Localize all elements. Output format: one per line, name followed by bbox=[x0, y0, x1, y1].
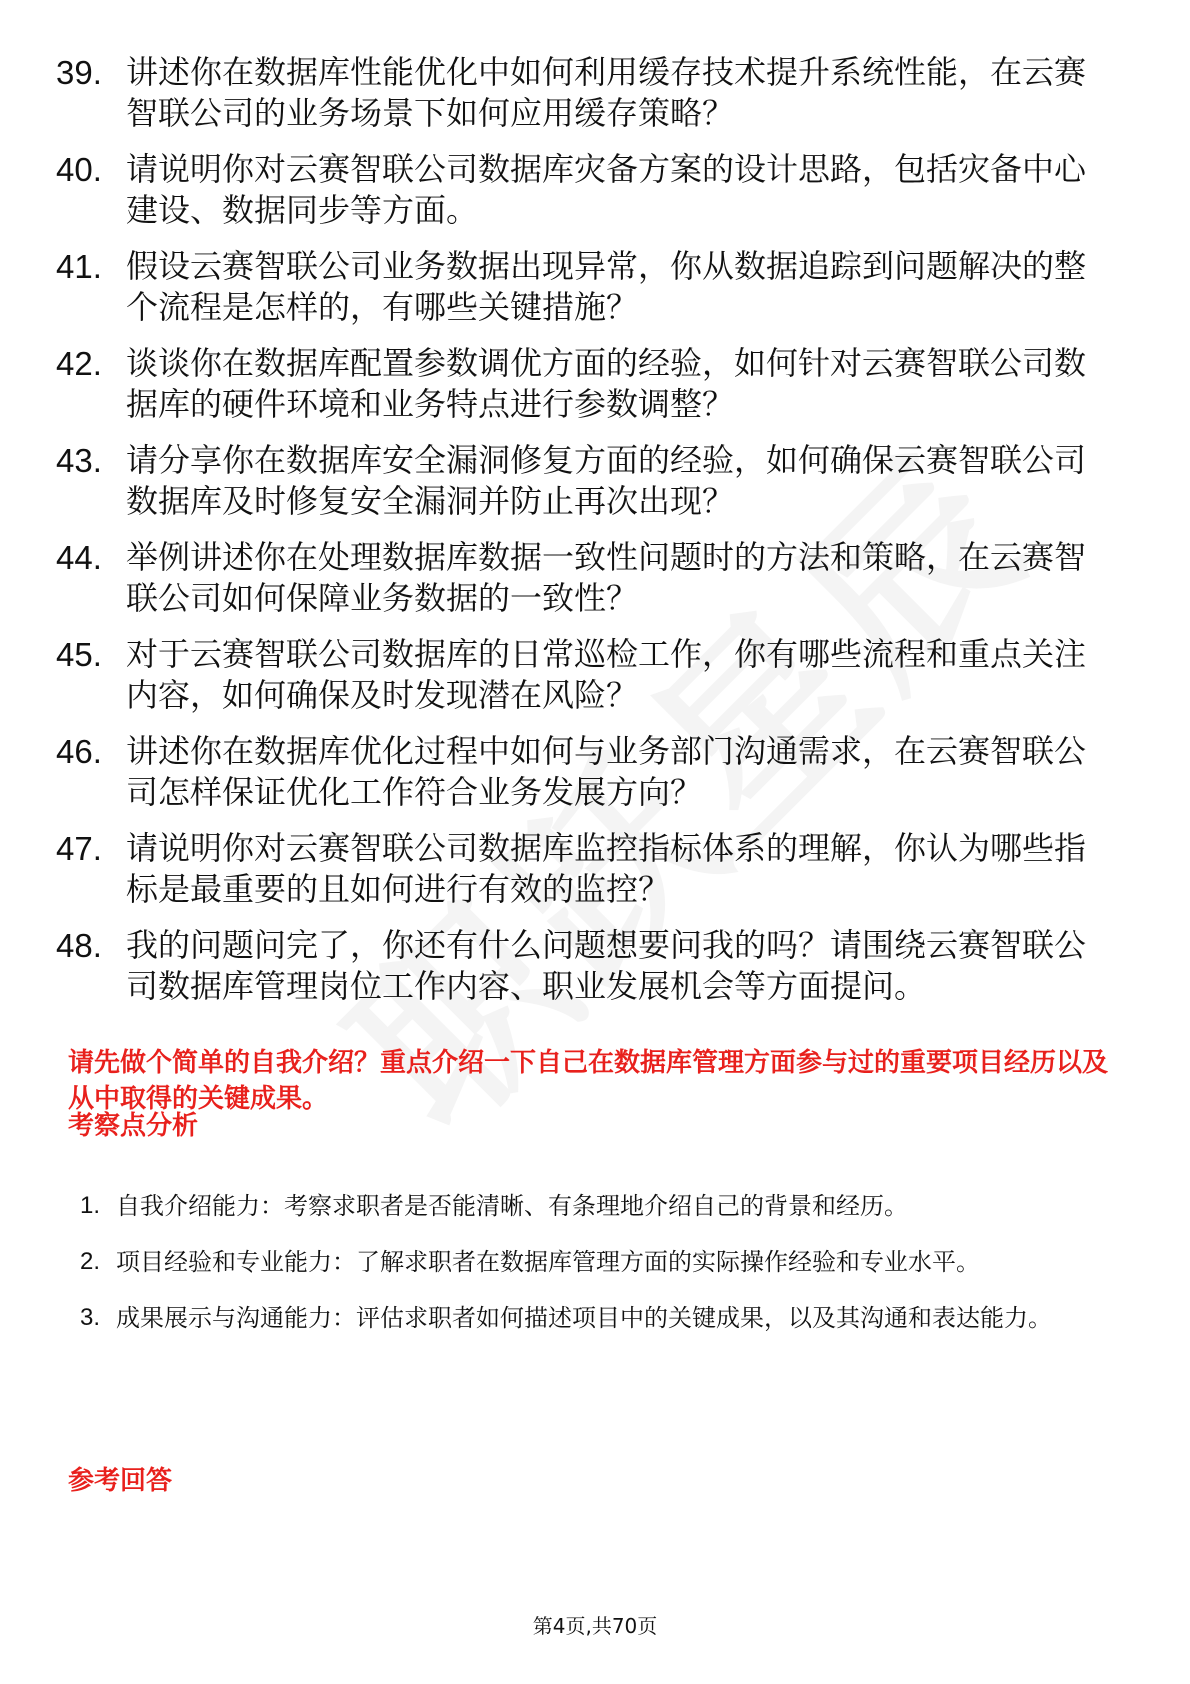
list-item bbox=[56, 440, 1106, 522]
question-list bbox=[56, 52, 1106, 1022]
reference-heading: 参考回答 bbox=[68, 1466, 173, 1496]
question-number: 46. bbox=[56, 733, 102, 770]
question-number: 43. bbox=[56, 442, 102, 479]
question-text: 我的问题问完了，你还有什么问题想要问我的吗？请围绕云赛智联公司数据库管理岗位工作内容、职业发展机会等方面提问。 bbox=[126, 926, 1087, 1005]
list-item bbox=[80, 1234, 1120, 1290]
question-text: 举例讲述你在处理数据库数据一致性问题时的方法和策略，在云赛智联公司如何保障业务数据的一致性？ bbox=[126, 538, 1087, 617]
list-item bbox=[56, 52, 1106, 134]
list-item bbox=[80, 1178, 1120, 1234]
analysis-list bbox=[80, 1178, 1120, 1346]
question-text: 请说明你对云赛智联公司数据库监控指标体系的理解，你认为哪些指标是最重要的且如何进行有效的监控？ bbox=[126, 829, 1087, 908]
list-item bbox=[56, 731, 1106, 813]
question-text: 讲述你在数据库性能优化中如何利用缓存技术提升系统性能，在云赛智联公司的业务场景下如何应用缓存策略？ bbox=[126, 53, 1087, 132]
question-number: 47. bbox=[56, 830, 102, 867]
list-item bbox=[56, 634, 1106, 716]
question-number: 40. bbox=[56, 151, 102, 188]
question-text: 请说明你对云赛智联公司数据库灾备方案的设计思路，包括灾备中心建设、数据同步等方面。 bbox=[126, 150, 1087, 229]
analysis-number: 3. bbox=[80, 1304, 101, 1331]
list-item bbox=[56, 246, 1106, 328]
list-item bbox=[56, 925, 1106, 1007]
question-number: 39. bbox=[56, 54, 102, 91]
question-text: 假设云赛智联公司业务数据出现异常，你从数据追踪到问题解决的整个流程是怎样的，有哪些关键措施？ bbox=[126, 247, 1087, 326]
question-number: 44. bbox=[56, 539, 102, 576]
question-number: 45. bbox=[56, 636, 102, 673]
analysis-text: 自我介绍能力：考察求职者是否能清晰、有条理地介绍自己的背景和经历。 bbox=[116, 1192, 908, 1220]
question-number: 42. bbox=[56, 345, 102, 382]
list-item bbox=[56, 343, 1106, 425]
question-text: 谈谈你在数据库配置参数调优方面的经验，如何针对云赛智联公司数据库的硬件环境和业务特点进行参数调整？ bbox=[126, 344, 1087, 423]
list-item bbox=[80, 1290, 1120, 1346]
list-item bbox=[56, 149, 1106, 231]
page-footer: 第4页,共70页 bbox=[532, 1614, 658, 1638]
analysis-heading: 考察点分析 bbox=[68, 1111, 199, 1141]
analysis-number: 1. bbox=[80, 1192, 101, 1219]
question-number: 41. bbox=[56, 248, 102, 285]
list-item bbox=[56, 828, 1106, 910]
analysis-text: 项目经验和专业能力：了解求职者在数据库管理方面的实际操作经验和专业水平。 bbox=[116, 1248, 980, 1276]
question-number: 48. bbox=[56, 927, 102, 964]
list-item bbox=[56, 537, 1106, 619]
question-text: 讲述你在数据库优化过程中如何与业务部门沟通需求，在云赛智联公司怎样保证优化工作符合业务发展方向？ bbox=[126, 732, 1087, 811]
question-text: 对于云赛智联公司数据库的日常巡检工作，你有哪些流程和重点关注内容，如何确保及时发现潜在风险？ bbox=[126, 635, 1087, 714]
analysis-text: 成果展示与沟通能力：评估求职者如何描述项目中的关键成果，以及其沟通和表达能力。 bbox=[116, 1304, 1052, 1332]
question-text: 请分享你在数据库安全漏洞修复方面的经验，如何确保云赛智联公司数据库及时修复安全漏洞并防止再次出现？ bbox=[126, 441, 1087, 520]
analysis-number: 2. bbox=[80, 1248, 101, 1275]
intro-question: 请先做个简单的自我介绍？重点介绍一下自己在数据库管理方面参与过的重要项目经历以及从中取得的关键成果。 bbox=[68, 1048, 1109, 1114]
